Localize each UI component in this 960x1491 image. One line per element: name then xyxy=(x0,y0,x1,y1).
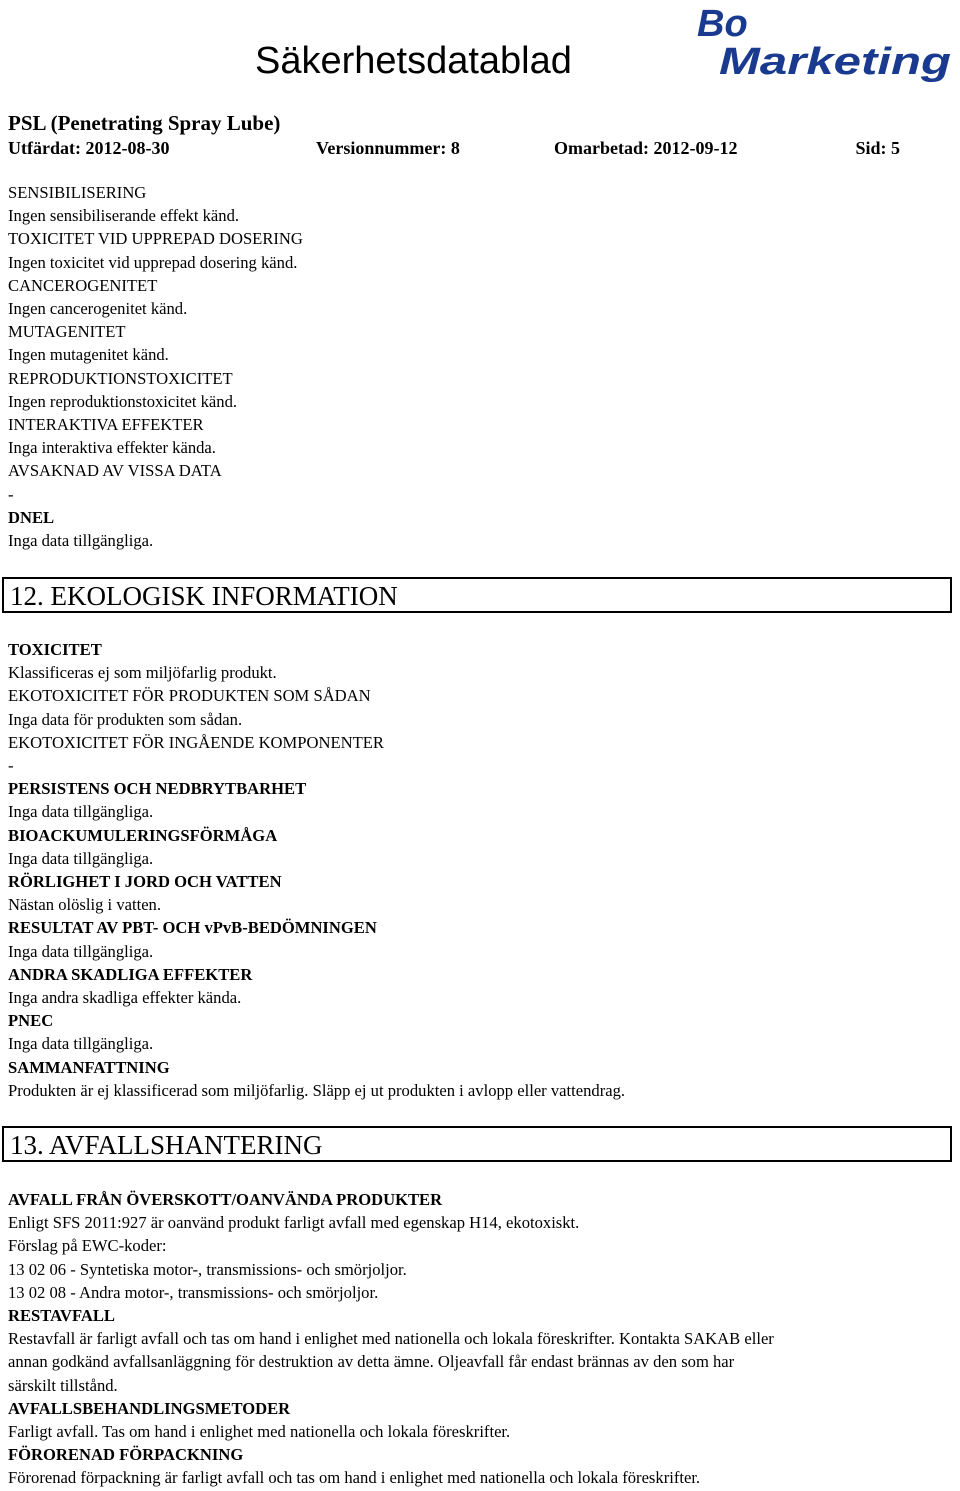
heading: PNEC xyxy=(8,1011,54,1031)
heading: TOXICITET VID UPPREPAD DOSERING xyxy=(8,229,303,249)
text: Ingen toxicitet vid upprepad dosering känd. xyxy=(8,252,298,272)
text: Ingen reproduktionstoxicitet känd. xyxy=(8,391,238,411)
heading: EKOTOXICITET FÖR PRODUKTEN SOM SÅDAN xyxy=(8,686,371,706)
text: särskilt tillstånd. xyxy=(8,1375,118,1395)
text: Restavfall är farligt avfall och tas om hand i enlighet med nationella och lokala föreskrifter. Kontakta SAKAB eller xyxy=(8,1329,774,1349)
section-13-header: 13. AVFALLSHANTERING xyxy=(2,1126,952,1162)
text: Ingen cancerogenitet känd. xyxy=(8,299,188,319)
heading: RESTAVFALL xyxy=(8,1306,115,1326)
heading: AVSAKNAD AV VISSA DATA xyxy=(8,461,222,481)
text: Inga andra skadliga effekter kända. xyxy=(8,988,242,1008)
heading: REPRODUKTIONSTOXICITET xyxy=(8,368,233,388)
text: - xyxy=(8,484,14,504)
text: Inga interaktiva effekter kända. xyxy=(8,438,216,458)
text: Produkten är ej klassificerad som miljöfarlig. Släpp ej ut produkten i avlopp eller vattendrag. xyxy=(8,1080,626,1100)
text: Förslag på EWC-koder: xyxy=(8,1236,167,1256)
heading: INTERAKTIVA EFFEKTER xyxy=(8,415,204,435)
section-13-content xyxy=(8,1188,953,1490)
page-number: Sid: 5 xyxy=(855,138,900,158)
text: Inga data tillgängliga. xyxy=(8,1034,154,1054)
text: Förorenad förpackning är farligt avfall och tas om hand i enlighet med nationella och lokala föreskrifter. xyxy=(8,1468,701,1488)
heading: PERSISTENS OCH NEDBRYTBARHET xyxy=(8,779,307,799)
heading: SENSIBILISERING xyxy=(8,183,147,202)
text: Ingen mutagenitet känd. xyxy=(8,345,169,365)
text: Inga data tillgängliga. xyxy=(8,531,154,551)
document-title: Säkerhetsdatablad xyxy=(255,40,572,82)
heading: MUTAGENITET xyxy=(8,322,126,342)
text: 13 02 06 - Syntetiska motor-, transmissions- och smörjoljor. xyxy=(8,1259,407,1279)
toxicology-block xyxy=(8,181,953,552)
company-logo xyxy=(693,2,955,82)
text: 13 02 08 - Andra motor-, transmissions- och smörjoljor. xyxy=(8,1282,379,1302)
document-meta xyxy=(8,135,900,161)
heading: AVFALLSBEHANDLINGSMETODER xyxy=(8,1398,291,1418)
heading: RESULTAT AV PBT- OCH vPvB-BEDÖMNINGEN xyxy=(8,918,377,938)
revised-date: Omarbetad: 2012-09-12 xyxy=(554,138,738,158)
text: Inga data tillgängliga. xyxy=(8,941,154,961)
heading: FÖRORENAD FÖRPACKNING xyxy=(8,1445,244,1465)
heading: CANCEROGENITET xyxy=(8,275,158,295)
heading: DNEL xyxy=(8,507,55,527)
text: Enligt SFS 2011:927 är oanvänd produkt farligt avfall med egenskap H14, ekotoxiskt. xyxy=(8,1213,580,1233)
text: Inga data tillgängliga. xyxy=(8,848,154,868)
heading: AVFALL FRÅN ÖVERSKOTT/OANVÄNDA PRODUKTER xyxy=(8,1190,443,1209)
section-12-content xyxy=(8,638,953,1102)
text: Klassificeras ej som miljöfarlig produkt. xyxy=(8,663,277,683)
section-12-header: 12. EKOLOGISK INFORMATION xyxy=(2,577,952,613)
heading: BIOACKUMULERINGSFÖRMÅGA xyxy=(8,825,278,845)
version-number: Versionnummer: 8 xyxy=(316,138,460,158)
text: Inga data tillgängliga. xyxy=(8,802,154,822)
text: annan godkänd avfallsanläggning för destruktion av detta ämne. Oljeavfall får endast brännas av den som har xyxy=(8,1352,735,1372)
heading: ANDRA SKADLIGA EFFEKTER xyxy=(8,964,253,984)
product-name: PSL (Penetrating Spray Lube) xyxy=(8,111,281,135)
logo-line-2: Marketing xyxy=(719,41,951,82)
heading: EKOTOXICITET FÖR INGÅENDE KOMPONENTER xyxy=(8,732,384,752)
text: Inga data för produkten som sådan. xyxy=(8,709,243,729)
text: - xyxy=(8,756,14,776)
text: Nästan olöslig i vatten. xyxy=(8,895,162,915)
text: Farligt avfall. Tas om hand i enlighet med nationella och lokala föreskrifter. xyxy=(8,1422,511,1442)
logo-line-1: Bo xyxy=(697,3,748,45)
heading: SAMMANFATTNING xyxy=(8,1057,170,1077)
text: Ingen sensibiliserande effekt känd. xyxy=(8,206,240,226)
issued-date: Utfärdat: 2012-08-30 xyxy=(8,138,170,158)
heading: TOXICITET xyxy=(8,640,102,659)
heading: RÖRLIGHET I JORD OCH VATTEN xyxy=(8,872,282,892)
